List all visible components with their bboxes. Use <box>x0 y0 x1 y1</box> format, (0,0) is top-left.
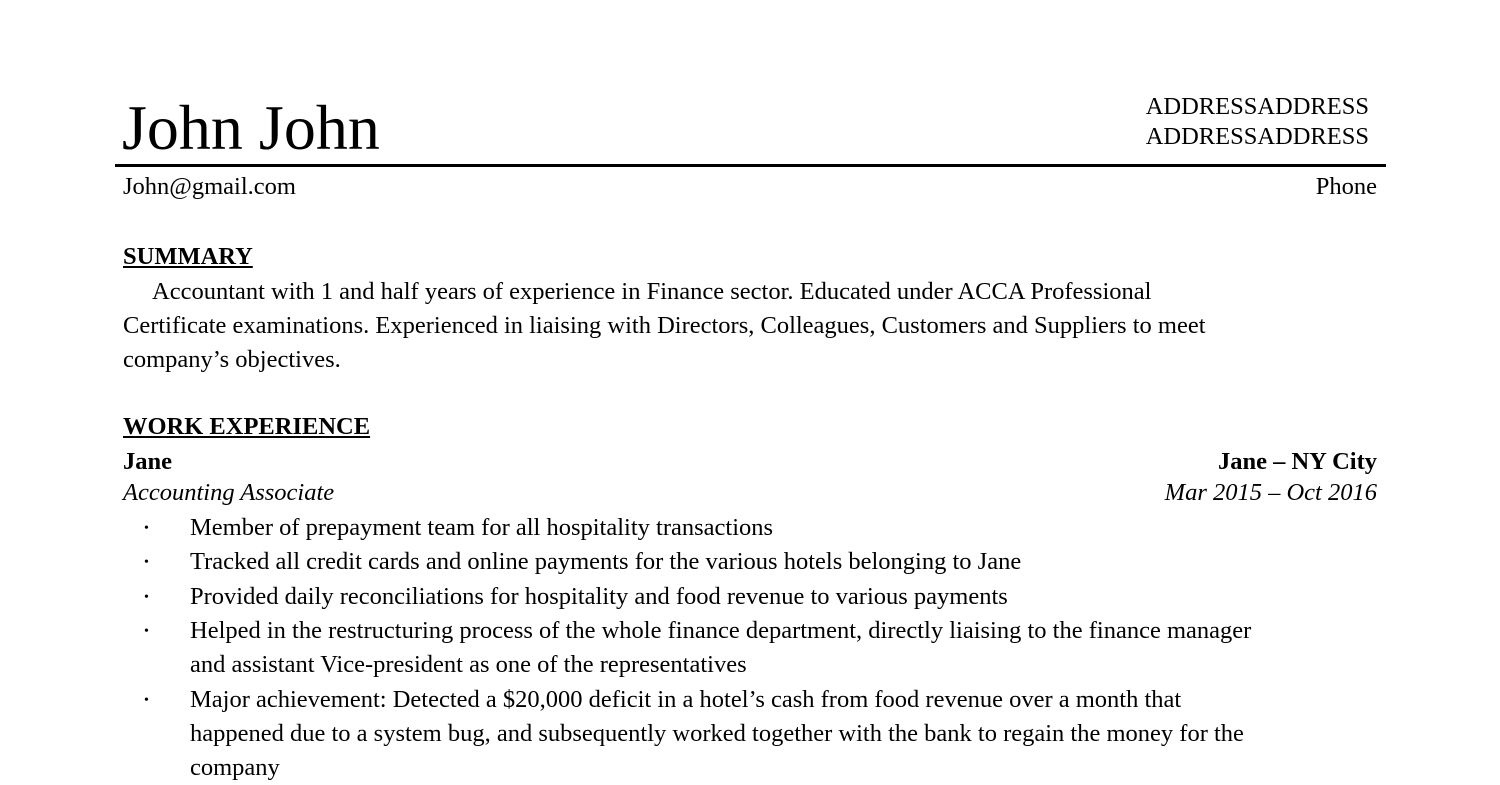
address-line-2: ADDRESSADDRESS <box>1145 123 1369 150</box>
bullet-text: and assistant Vice-president as one of the representatives <box>190 651 747 679</box>
address-line-1: ADDRESSADDRESS <box>1145 93 1369 120</box>
email: John@gmail.com <box>123 173 296 200</box>
summary-heading: SUMMARY <box>123 243 253 270</box>
work-heading: WORK EXPERIENCE <box>123 413 371 440</box>
bullet-text: Helped in the restructuring process of the whole finance department, directly liaising to the finance manager <box>190 616 1252 644</box>
summary-line: Accountant with 1 and half years of experience in Finance sector. Educated under ACCA Professional <box>152 278 1152 305</box>
bullet-icon: • <box>144 555 149 571</box>
bullet-text: Provided daily reconciliations for hospitality and food revenue to various payments <box>190 582 1008 610</box>
company-location: Jane – NY City <box>1217 448 1377 475</box>
bullet-text: Member of prepayment team for all hospitality transactions <box>190 514 774 541</box>
bullet-icon: • <box>144 589 149 605</box>
candidate-name: John John <box>122 92 380 163</box>
job-title: Accounting Associate <box>123 479 335 506</box>
bullet-icon: • <box>144 623 149 639</box>
bullet-text: company <box>190 754 280 782</box>
bullet-text: Major achievement: Detected a $20,000 deficit in a hotel’s cash from food revenue over a month that <box>190 685 1182 713</box>
phone: Phone <box>1315 173 1377 200</box>
bullet-icon: • <box>144 692 149 708</box>
company-name: Jane <box>123 448 172 475</box>
job-dates: Mar 2015 – Oct 2016 <box>1164 479 1377 506</box>
bullet-icon: • <box>144 521 149 536</box>
summary-line: Certificate examinations. Experienced in liaising with Directors, Colleagues, Customers and Suppliers to meet <box>123 312 1206 339</box>
bullet-text: Tracked all credit cards and online payments for the various hotels belonging to Jane <box>190 548 1022 576</box>
summary-line: company’s objectives. <box>123 346 341 373</box>
header-divider <box>115 164 1386 167</box>
bullet-text: happened due to a system bug, and subsequently worked together with the bank to regain the money for the <box>190 719 1244 747</box>
